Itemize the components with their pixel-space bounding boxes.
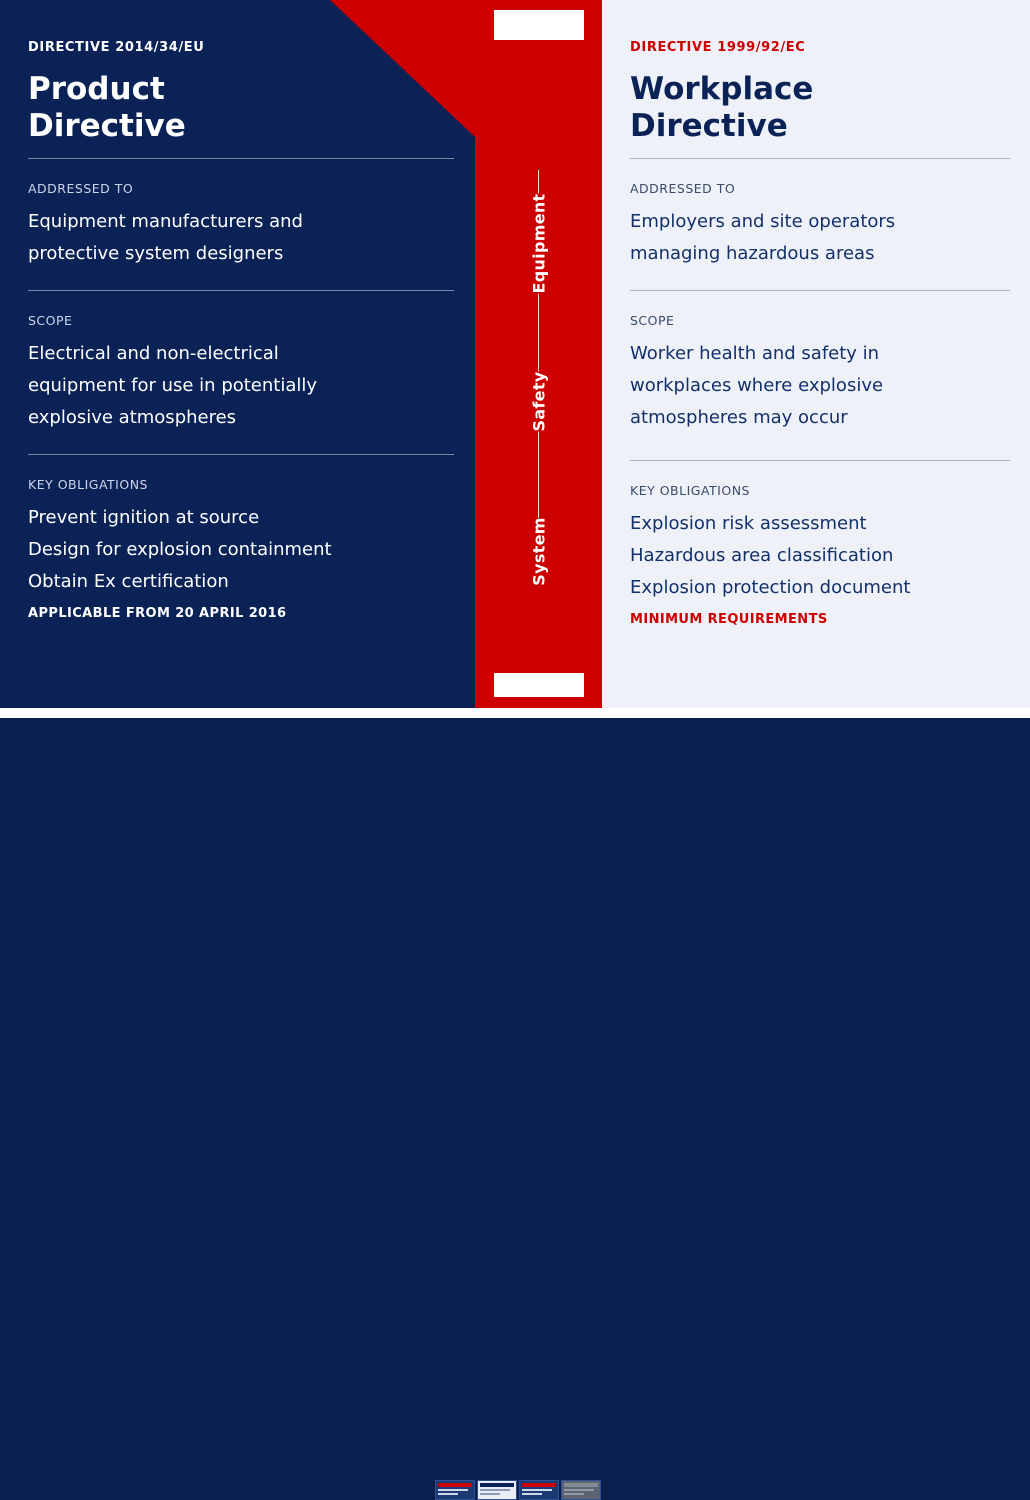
thumbnail-text-line — [480, 1493, 500, 1495]
spine-cap-top — [494, 10, 584, 40]
right-divider-1 — [630, 158, 1010, 159]
left-obligation-item: Obtain Ex certification — [28, 571, 229, 593]
right-footnote: MINIMUM REQUIREMENTS — [630, 612, 828, 628]
right-directive-number: DIRECTIVE 1999/92/EC — [630, 40, 806, 55]
product-directive-panel — [0, 0, 475, 708]
thumbnail-text-line — [522, 1489, 552, 1491]
workplace-directive-content — [602, 0, 1030, 640]
left-page-title: Product Directive — [28, 71, 186, 144]
left-addressed-to-label: ADDRESSED TO — [28, 181, 134, 197]
thumbnail-accent-bar — [564, 1483, 598, 1487]
right-divider-3 — [630, 460, 1010, 461]
right-obligation-item: Hazardous area classification — [630, 545, 894, 567]
thumbnail-accent-bar — [438, 1483, 472, 1487]
filmstrip-thumbnail[interactable] — [561, 1480, 601, 1500]
left-divider-3 — [28, 454, 454, 455]
right-obligations-label: KEY OBLIGATIONS — [630, 483, 750, 499]
left-scope-label: SCOPE — [28, 313, 73, 329]
filmstrip-thumbnail[interactable] — [477, 1480, 517, 1500]
spine-label-safety: Safety — [525, 371, 552, 431]
bottom-white-band — [0, 708, 1030, 718]
right-addressed-to-body: Employers and site operators managing hazardous areas — [630, 211, 896, 265]
left-directive-number: DIRECTIVE 2014/34/EU — [28, 40, 205, 55]
thumbnail-accent-bar — [480, 1483, 514, 1487]
spine-label-system: System — [525, 517, 552, 585]
right-divider-2 — [630, 290, 1010, 291]
left-obligation-item: Design for explosion containment — [28, 539, 332, 561]
right-scope-label: SCOPE — [630, 313, 675, 329]
right-scope-body: Worker health and safety in workplaces where explosive atmospheres may occur — [630, 343, 884, 429]
filmstrip-thumbnail[interactable] — [519, 1480, 559, 1500]
left-divider-1 — [28, 158, 454, 159]
left-scope-body: Electrical and non-electrical equipment for use in potentially explosive atmospheres — [28, 343, 318, 429]
filmstrip-thumbnail[interactable] — [435, 1480, 475, 1500]
right-page-title: Workplace Directive — [630, 71, 814, 144]
thumbnail-text-line — [564, 1493, 584, 1495]
left-addressed-to-body: Equipment manufacturers and protective system designers — [28, 211, 303, 265]
thumbnail-accent-bar — [522, 1483, 556, 1487]
thumbnail-text-line — [564, 1489, 594, 1491]
bottom-dark-area — [0, 718, 1030, 780]
spine-cap-bottom — [494, 673, 584, 697]
slide-filmstrip[interactable] — [435, 1480, 601, 1500]
left-obligations-label: KEY OBLIGATIONS — [28, 477, 148, 493]
left-footnote: APPLICABLE FROM 20 APRIL 2016 — [28, 606, 287, 622]
right-addressed-to-label: ADDRESSED TO — [630, 181, 736, 197]
thumbnail-text-line — [480, 1489, 510, 1491]
thumbnail-text-line — [522, 1493, 542, 1495]
right-obligation-item: Explosion risk assessment — [630, 513, 867, 535]
thumbnail-text-line — [438, 1489, 468, 1491]
left-divider-2 — [28, 290, 454, 291]
left-obligation-item: Prevent ignition at source — [28, 507, 260, 529]
right-obligation-item: Explosion protection document — [630, 577, 911, 599]
spine-label-equipment: Equipment — [525, 194, 552, 294]
workplace-directive-panel — [602, 0, 1030, 708]
product-directive-content — [0, 0, 475, 634]
center-spine — [475, 0, 602, 708]
thumbnail-text-line — [438, 1493, 458, 1495]
